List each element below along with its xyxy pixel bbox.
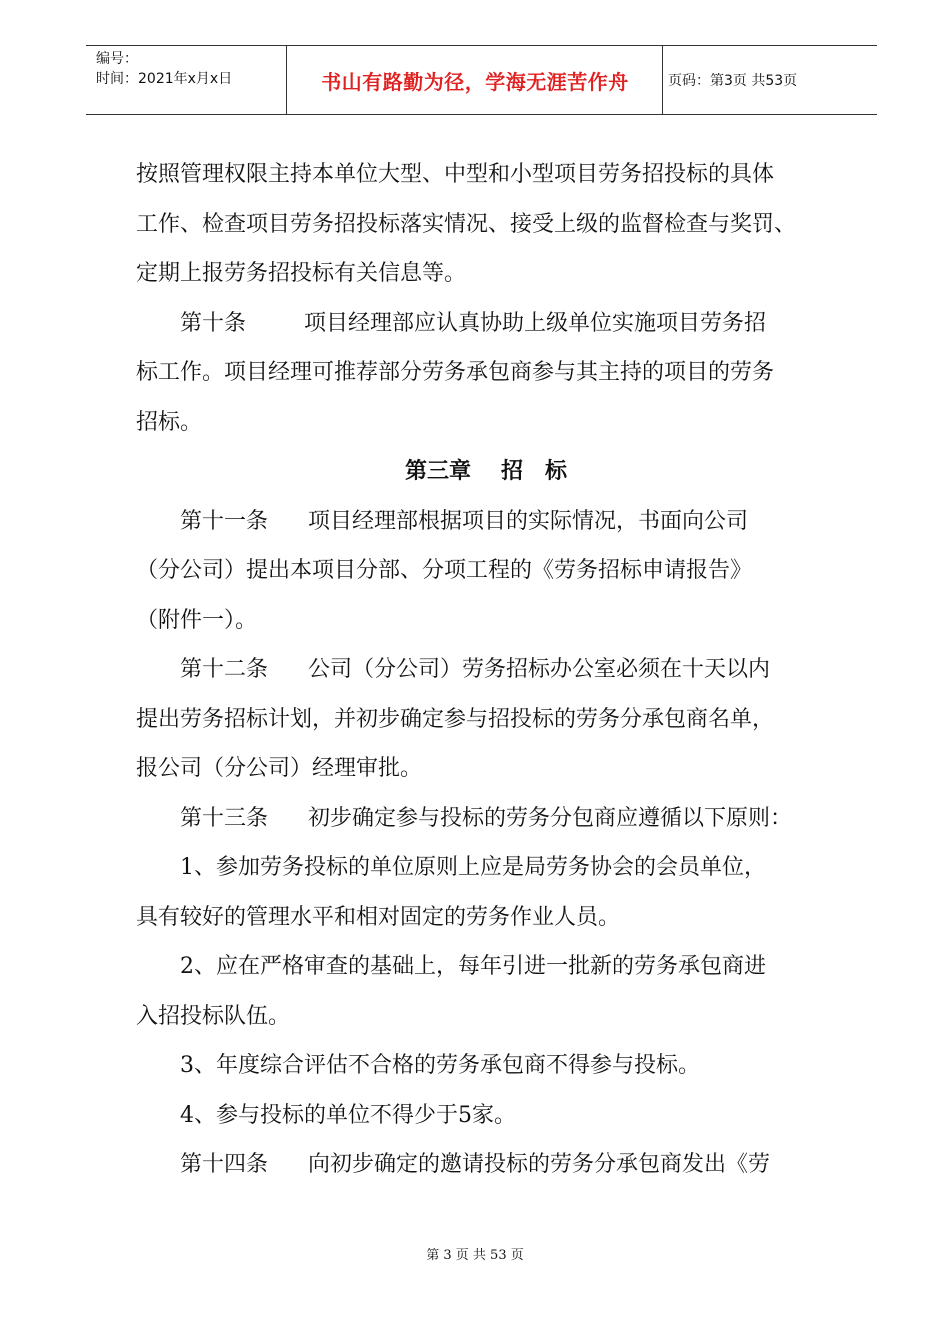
document-date: 时间：2021年x月x日 (96, 71, 233, 87)
article-text: 公司（分公司）劳务招标办公室必须在十天以内 (308, 657, 771, 682)
article-10 (136, 299, 836, 349)
page-footer: 第 3 页 共 53 页 (426, 1248, 524, 1263)
paragraph-line: 标工作。项目经理可推荐部分劳务承包商参与其主持的项目的劳务 (136, 360, 775, 385)
paragraph-line: 入招投标队伍。 (136, 1003, 291, 1029)
header-page-info: 页码：第3页 共53页 (668, 73, 798, 89)
header-meta (96, 49, 286, 89)
principle-1: 1、参加劳务投标的单位原则上应是局劳务协会的会员单位， (180, 855, 766, 880)
document-body (136, 150, 836, 1190)
paragraph-line: 具有较好的管理水平和相对固定的劳务作业人员。 (136, 904, 621, 930)
article-12 (136, 645, 836, 695)
article-11 (136, 497, 836, 547)
paragraph-line: 按照管理权限主持本单位大型、中型和小型项目劳务招投标的具体 (136, 162, 775, 187)
header-divider-left (286, 46, 287, 114)
page-header (86, 45, 877, 115)
paragraph-line: （附件一）。 (136, 607, 258, 633)
paragraph-line: 报公司（分公司）经理审批。 (136, 756, 423, 781)
paragraph-line: （分公司）提出本项目分部、分项工程的《劳务招标申请报告》 (136, 558, 753, 583)
principle-4: 4、参与投标的单位不得少于5家。 (180, 1102, 516, 1128)
header-divider-right (662, 46, 663, 114)
article-title: 第十四条 (180, 1152, 269, 1177)
header-motto: 书山有路勤为径，学海无涯苦作舟 (321, 69, 629, 94)
document-number-label: 编号： (96, 51, 138, 67)
chapter-heading: 第三章 招 标 (404, 459, 568, 484)
article-14 (136, 1140, 836, 1190)
article-text: 初步确定参与投标的劳务分包商应遵循以下原则： (308, 805, 793, 831)
article-text: 项目经理部应认真协助上级单位实施项目劳务招 (304, 310, 767, 336)
article-text: 向初步确定的邀请投标的劳务分承包商发出《劳 (308, 1152, 771, 1177)
article-title: 第十二条 (180, 657, 269, 682)
article-13 (136, 794, 836, 844)
article-title: 第十三条 (180, 805, 269, 831)
principle-2: 2、应在严格审查的基础上，每年引进一批新的劳务承包商进 (180, 954, 766, 979)
article-text: 项目经理部根据项目的实际情况，书面向公司 (308, 508, 749, 534)
article-title: 第十一条 (180, 508, 269, 534)
paragraph-line: 招标。 (136, 409, 203, 435)
paragraph-line: 定期上报劳务招投标有关信息等。 (136, 261, 467, 286)
paragraph-line: 提出劳务招标计划，并初步确定参与招投标的劳务分承包商名单， (136, 706, 775, 732)
principle-3: 3、年度综合评估不合格的劳务承包商不得参与投标。 (180, 1053, 700, 1078)
article-title: 第十条 (180, 310, 247, 336)
paragraph-line: 工作、检查项目劳务招投标落实情况、接受上级的监督检查与奖罚、 (136, 211, 797, 237)
